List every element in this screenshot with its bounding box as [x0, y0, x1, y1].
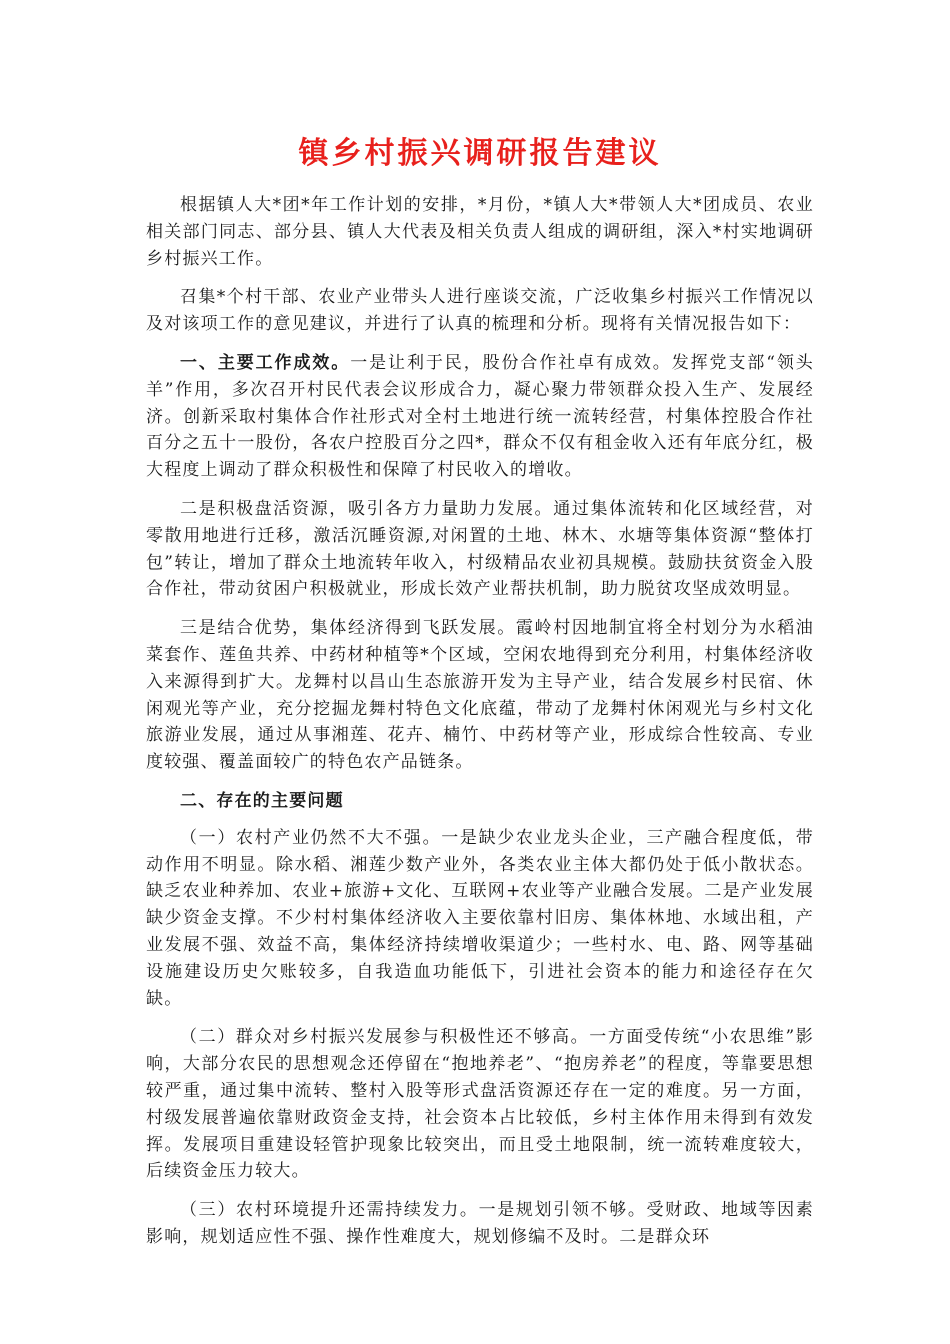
intro-paragraph-1: 根据镇人大*团*年工作计划的安排，*月份，*镇人大*带领人大*团成员、农业相关部门同志、部分县、镇人大代表及相关负责人组成的调研组，深入*村实地调研乡村振兴工作。 — [146, 195, 814, 269]
section1-heading: 一、主要工作成效。 — [180, 352, 351, 373]
section1-paragraph-2: 二是积极盘活资源，吸引各方力量助力发展。通过集体流转和化区域经营，对零散用地进行迁移，激活沉睡资源,对闲置的土地、林木、水塘等集体资源“整体打包”转让，增加了群众土地流转年收入，村级精品农业初具规模。鼓励扶贫资金入股合作社，带动贫困户积极就业，形成长效产业帮扶机制，助力脱贫攻坚成效明显。 — [146, 498, 814, 600]
document-page — [146, 128, 814, 1263]
section2-paragraph-1: （一）农村产业仍然不大不强。一是缺少农业龙头企业，三产融合程度低，带动作用不明显。除水稻、湘莲少数产业外，各类农业主体大都仍处于低小散状态。缺乏农业种养加、农业+旅游+文化、互联网+农业等产业融合发展。二是产业发展缺少资金支撑。不少村村集体经济收入主要依靠村旧房、集体林地、水域出租，产业发展不强、效益不高，集体经济持续增收渠道少；一些村水、电、路、网等基础设施建设历史欠账较多，自我造血功能低下，引进社会资本的能力和途径存在欠缺。 — [146, 827, 814, 1009]
section2-heading: 二、存在的主要问题 — [180, 790, 344, 811]
section1-paragraph-3: 三是结合优势，集体经济得到飞跃发展。霞岭村因地制宜将全村划分为水稻油菜套作、莲鱼共养、中药材种植等*个区域，空闲农地得到充分利用，村集体经济收入来源得到扩大。龙舞村以昌山生态旅游开发为主导产业，结合发展乡村民宿、休闲观光等产业，充分挖掘龙舞村特色文化底蕴，带动了龙舞村休闲观光与乡村文化旅游业发展，通过从事湘莲、花卉、楠竹、中药材等产业，形成综合性较高、专业度较强、覆盖面较广的特色农产品链条。 — [146, 618, 814, 773]
section2-paragraph-3: （三）农村环境提升还需持续发力。一是规划引领不够。受财政、地域等因素影响，规划适应性不强、操作性难度大，规划修编不及时。二是群众环 — [146, 1200, 814, 1247]
section2-paragraph-2: （二）群众对乡村振兴发展参与积极性还不够高。一方面受传统“小农思维”影响，大部分农民的思想观念还停留在“抱地养老”、“抱房养老”的程度，等靠要思想较严重，通过集中流转、整村入股等形式盘活资源还存在一定的难度。另一方面，村级发展普遍依靠财政资金支持，社会资本占比较低，乡村主体作用未得到有效发挥。发展项目重建设轻管护现象比较突出，而且受土地限制，统一流转难度较大，后续资金压力较大。 — [146, 1027, 814, 1182]
intro-paragraph-2: 召集*个村干部、农业产业带头人进行座谈交流，广泛收集乡村振兴工作情况以及对该项工作的意见建议，并进行了认真的梳理和分析。现将有关情况报告如下： — [146, 287, 814, 335]
document-title: 镇乡村振兴调研报告建议 — [298, 136, 662, 171]
section1-p1-text: 一是让利于民，股份合作社卓有成效。发挥党支部“领头羊”作用，多次召开村民代表会议形成合力，凝心聚力带领群众投入生产、发展经济。创新采取村集体合作社形式对全村土地进行统一流转经营，村集体控股合作社百分之五十一股份，各农户控股百分之四*，群众不仅有租金收入还有年底分红，极大程度上调动了群众积极性和保障了村民收入的增收。 — [146, 352, 814, 481]
section1-paragraph-1 — [146, 350, 814, 484]
